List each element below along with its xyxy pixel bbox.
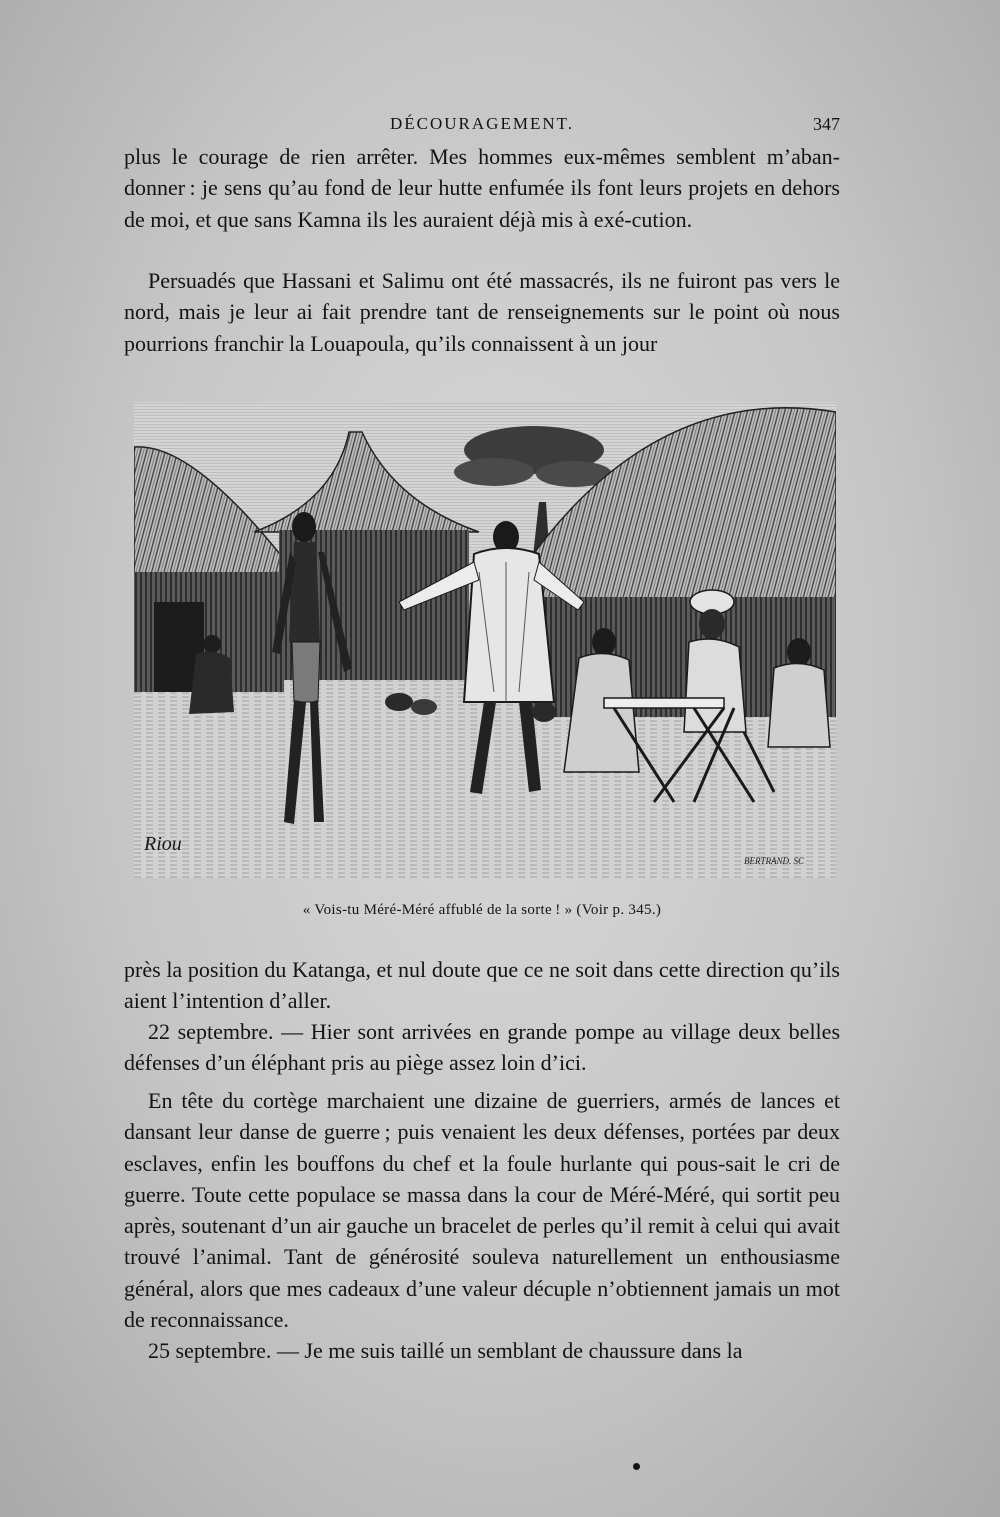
paragraph: près la position du Katanga, et nul doute que ce ne soit dans cette direction qu’ils aient l’intention d’aller. — [124, 957, 840, 1014]
ink-dot — [633, 1463, 640, 1470]
illustration-caption: « Vois-tu Méré-Méré affublé de la sorte ! » (Voir p. 345.) — [302, 902, 662, 918]
paragraph: plus le courage de rien arrêter. Mes hommes eux-mêmes semblent m’aban-donner : je sens qu’au fond de leur hutte enfumée ils font leurs projets en dehors de moi, et que sans Kamna ils les auraient déjà mis à exé-cution. — [124, 144, 840, 232]
paragraph: 22 septembre. — Hier sont arrivées en grande pompe au village deux belles défenses d’un éléphant pris au piège assez loin d’ici. — [124, 1019, 840, 1076]
artist-signature: Riou — [144, 833, 182, 855]
engraver-signature: BERTRAND. SC — [744, 856, 804, 866]
running-title: DÉCOURAGEMENT. — [390, 114, 574, 133]
paragraph: En tête du cortège marchaient une dizaine de guerriers, armés de lances et dansant leur danse de guerre ; puis venaient les deux défenses, portées par deux esclaves, enfin les bouffons du chef et la foule hurlante qui pous-sait le cri de guerre. Toute cette populace se massa dans la cour de Méré-Méré, qui sortit peu après, soutenant d’un air gauche un bracelet de perles qu’il remit à celui qui avait trouvé l’animal. Tant de générosité souleva naturellement un enthousiasme général, alors que mes cadeaux d’une valeur décuple n’obtiennent jamais un mot de reconnaissance. — [124, 1088, 840, 1333]
page-header — [124, 114, 840, 140]
engraving-illustration — [134, 402, 836, 878]
paragraph: 25 septembre. — Je me suis taillé un semblant de chaussure dans la — [148, 1338, 743, 1363]
page-number: 347 — [813, 114, 840, 134]
paragraph: Persuadés que Hassani et Salimu ont été massacrés, ils ne fuiront pas vers le nord, mais je leur ai fait prendre tant de renseignements sur le point où nous pourrions franchir la Louapoula, qu’ils connaissent à un jour — [124, 268, 840, 356]
